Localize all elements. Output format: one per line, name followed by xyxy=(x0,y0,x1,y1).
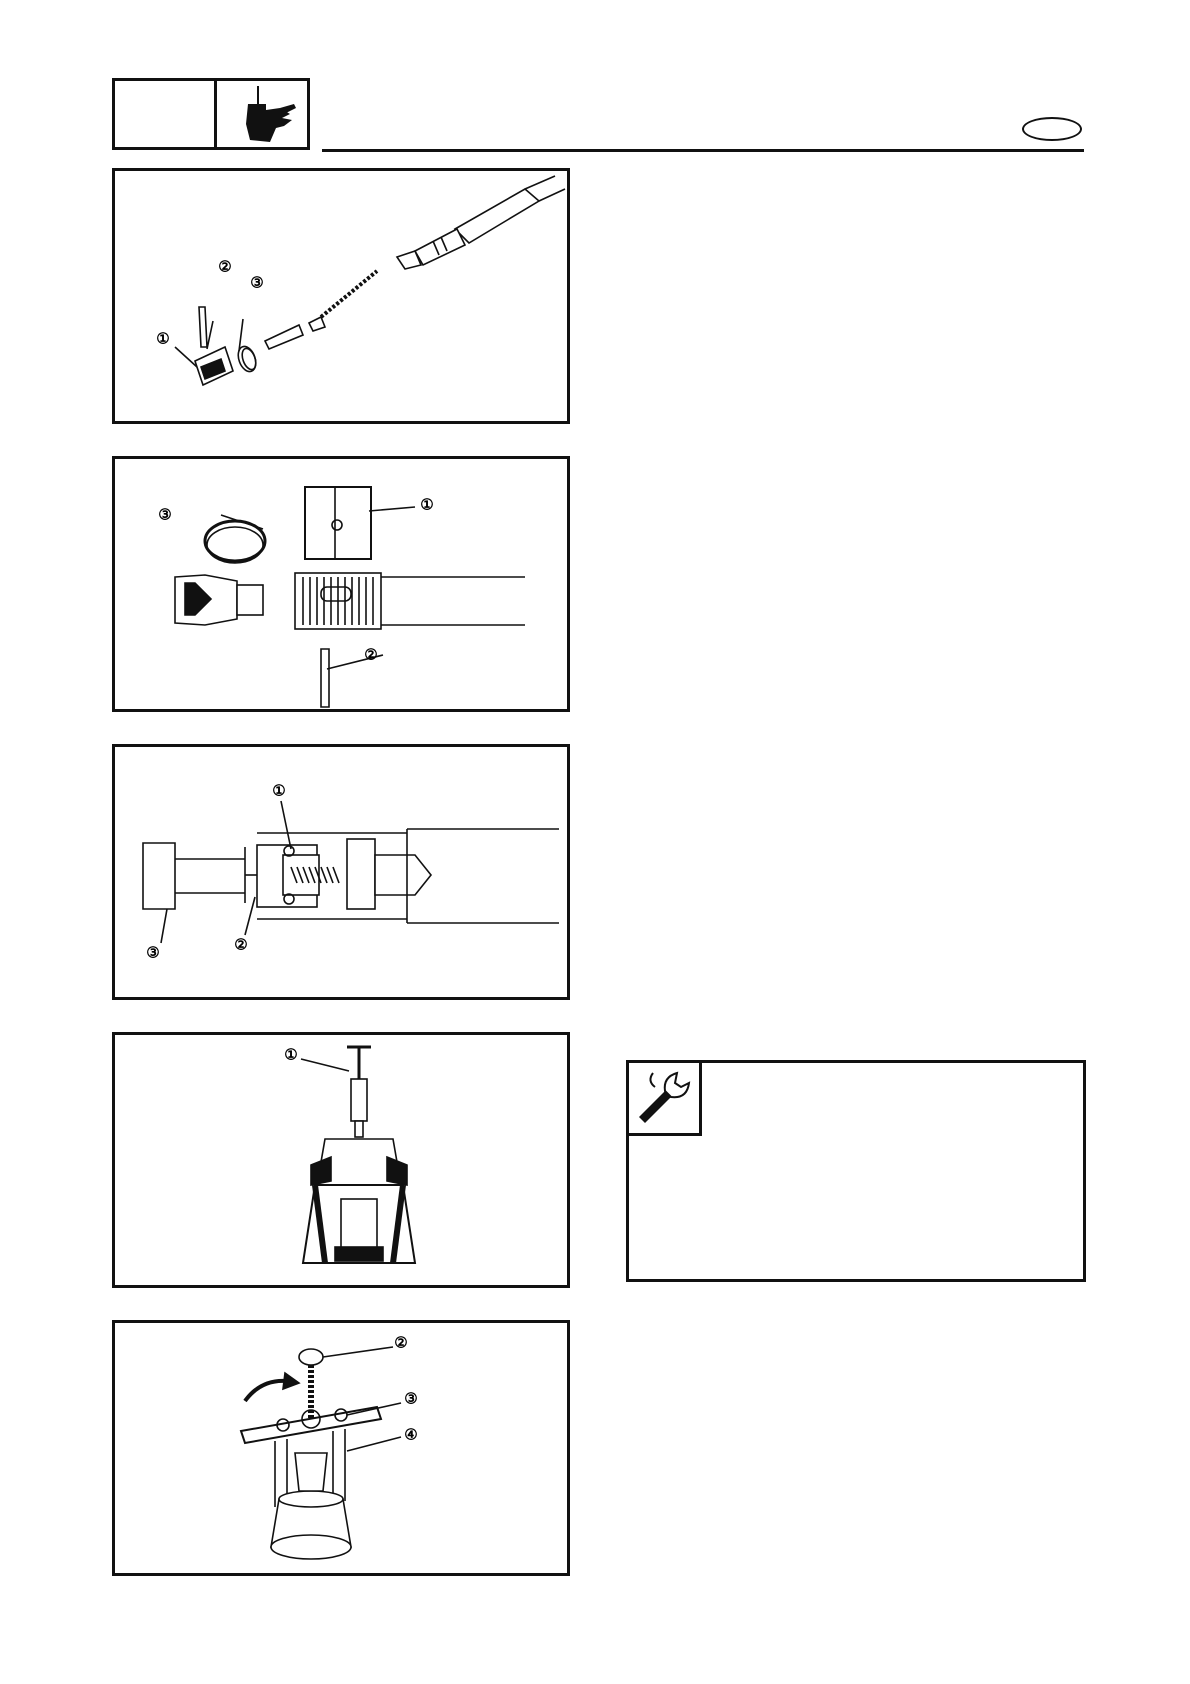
figure-5 xyxy=(112,1320,570,1576)
fig5-callout-1: ② xyxy=(394,1334,408,1352)
figure-3-drawing xyxy=(115,747,567,997)
fig1-callout-3: ③ xyxy=(250,274,264,292)
figure-2-drawing xyxy=(115,459,567,709)
figure-1-drawing xyxy=(115,171,567,421)
spring-coil xyxy=(327,867,333,883)
figure-4 xyxy=(112,1032,570,1288)
fig1-callout-1: ① xyxy=(156,330,170,348)
figure-4-drawing xyxy=(115,1035,567,1285)
fig3-callout-2: ② xyxy=(234,936,248,954)
figure-1 xyxy=(112,168,570,424)
hand-tool-icon xyxy=(236,84,304,146)
figure-5-drawing xyxy=(115,1323,567,1573)
header-divider xyxy=(214,78,217,150)
fig4-callout-1: ① xyxy=(284,1046,298,1064)
fig5-callout-3: ④ xyxy=(404,1426,418,1444)
spring-coil xyxy=(321,867,327,883)
fig3-callout-1: ① xyxy=(272,782,286,800)
fig3-callout-3: ③ xyxy=(146,944,160,962)
fig2-callout-2: ② xyxy=(364,646,378,664)
fig1-callout-2: ② xyxy=(218,258,232,276)
language-badge xyxy=(1022,117,1082,141)
figure-3 xyxy=(112,744,570,1000)
fig5-callout-2: ③ xyxy=(404,1390,418,1408)
header-rule xyxy=(322,149,1084,152)
fig2-callout-1: ① xyxy=(420,496,434,514)
wrench-tool-icon xyxy=(626,1060,702,1136)
fig2-callout-3: ③ xyxy=(158,506,172,524)
spring-coil xyxy=(333,867,339,883)
figure-2 xyxy=(112,456,570,712)
